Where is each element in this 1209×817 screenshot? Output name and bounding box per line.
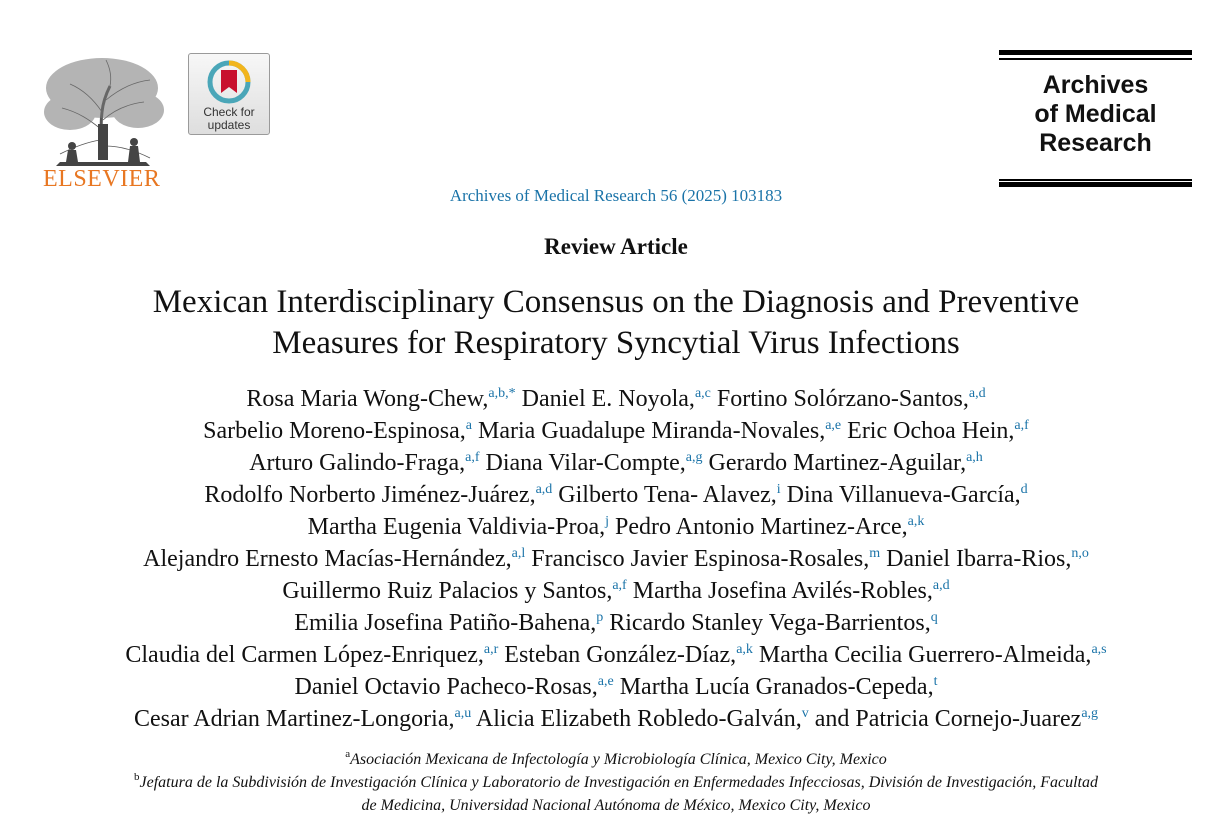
- author-line: [0, 703, 1209, 735]
- affiliation-b-text-line2: de Medicina, Universidad Nacional Autónoma de México, Mexico City, Mexico: [361, 797, 871, 814]
- author-name[interactable]: Claudia del Carmen López-Enriquez,: [125, 642, 484, 668]
- author-affiliation-link[interactable]: a,d: [968, 386, 986, 401]
- elsevier-wordmark: ELSEVIER: [43, 166, 161, 192]
- author-line: [0, 639, 1209, 671]
- journal-title-box: [999, 50, 1192, 190]
- author-affiliation-link[interactable]: a,r: [483, 642, 499, 657]
- author-affiliation-link[interactable]: a,l: [511, 546, 526, 561]
- author-affiliation-link[interactable]: d: [1020, 482, 1028, 497]
- crossmark-icon: [206, 59, 252, 105]
- author-line: [0, 447, 1209, 479]
- author-name[interactable]: Emilia Josefina Patiño-Bahena,: [294, 610, 597, 636]
- author-affiliation-link[interactable]: a: [465, 418, 473, 433]
- author-affiliation-link[interactable]: t: [933, 674, 938, 689]
- affiliation-b: [0, 771, 1209, 794]
- author-name[interactable]: Fortino Solórzano-Santos,: [710, 386, 969, 412]
- check-for-updates-badge[interactable]: [188, 53, 270, 135]
- journal-top-rule-thick: [999, 50, 1192, 55]
- affiliation-a: [0, 748, 1209, 771]
- author-line: [0, 575, 1209, 607]
- author-affiliation-link[interactable]: m: [869, 546, 881, 561]
- affiliation-b-text-line1: Jefatura de la Subdivisión de Investigación Clínica y Laboratorio de Investigación en Enfermedades Infecciosas, División de Investigación, Facultad: [139, 774, 1098, 791]
- author-affiliation-link[interactable]: a,f: [1014, 418, 1029, 433]
- author-name[interactable]: Rosa Maria Wong-Chew,: [246, 386, 489, 412]
- author-affiliation-link[interactable]: p: [596, 610, 604, 625]
- journal-name-line3: Research: [1039, 129, 1152, 157]
- author-name[interactable]: Francisco Javier Espinosa-Rosales,: [525, 546, 870, 572]
- author-affiliation-link[interactable]: a,g: [685, 450, 703, 465]
- affiliation-b-continued: [0, 794, 1209, 817]
- author-name[interactable]: Arturo Galindo-Fraga,: [249, 450, 466, 476]
- author-affiliation-link[interactable]: a,e: [597, 674, 614, 689]
- author-affiliation-link[interactable]: a,d: [932, 578, 950, 593]
- author-affiliation-link[interactable]: a,b,*: [488, 386, 516, 401]
- author-name[interactable]: Guillermo Ruiz Palacios y Santos,: [282, 578, 613, 604]
- author-name[interactable]: and Patricia Cornejo-Juarez: [808, 706, 1082, 732]
- author-affiliation-link[interactable]: v: [801, 706, 809, 721]
- article-title-line2: Measures for Respiratory Syncytial Virus Infections: [272, 325, 960, 361]
- author-line: [0, 479, 1209, 511]
- author-affiliation-link[interactable]: a,k: [736, 642, 753, 657]
- author-name[interactable]: Alicia Elizabeth Robledo-Galván,: [471, 706, 802, 732]
- author-affiliation-link[interactable]: j: [605, 514, 610, 529]
- author-affiliation-link[interactable]: a,f: [465, 450, 480, 465]
- author-name[interactable]: Gerardo Martinez-Aguilar,: [702, 450, 967, 476]
- affiliation-b-label: b: [134, 771, 140, 783]
- author-name[interactable]: Alejandro Ernesto Macías-Hernández,: [143, 546, 512, 572]
- author-name[interactable]: Daniel Octavio Pacheco-Rosas,: [294, 674, 598, 700]
- badge-label-line2: updates: [207, 118, 251, 132]
- author-line: [0, 607, 1209, 639]
- author-name[interactable]: Martha Josefina Avilés-Robles,: [626, 578, 933, 604]
- author-affiliation-link[interactable]: a,e: [825, 418, 842, 433]
- journal-name-line2: of Medical: [1034, 100, 1157, 128]
- author-name[interactable]: Rodolfo Norberto Jiménez-Juárez,: [204, 482, 536, 508]
- journal-top-rule-thin: [999, 58, 1192, 60]
- author-affiliation-link[interactable]: n,o: [1071, 546, 1089, 561]
- author-affiliation-link[interactable]: a,s: [1091, 642, 1107, 657]
- journal-citation-link[interactable]: Archives of Medical Research 56 (2025) 103183: [449, 186, 783, 205]
- author-name[interactable]: Sarbelio Moreno-Espinosa,: [203, 418, 466, 444]
- badge-label-line1: Check for: [203, 105, 255, 119]
- author-affiliation-link[interactable]: a,d: [535, 482, 553, 497]
- author-name[interactable]: Eric Ochoa Hein,: [841, 418, 1015, 444]
- author-name[interactable]: Gilberto Tena- Alavez,: [552, 482, 777, 508]
- author-line: [0, 671, 1209, 703]
- article-title: [0, 282, 1209, 364]
- author-name[interactable]: Dina Villanueva-García,: [780, 482, 1021, 508]
- author-name[interactable]: Daniel Ibarra-Rios,: [880, 546, 1072, 572]
- author-affiliation-link[interactable]: a,c: [694, 386, 711, 401]
- author-affiliation-link[interactable]: a,g: [1081, 706, 1099, 721]
- author-line: [0, 511, 1209, 543]
- journal-name: [999, 71, 1192, 158]
- author-affiliation-link[interactable]: a,f: [612, 578, 627, 593]
- author-name[interactable]: Cesar Adrian Martinez-Longoria,: [133, 706, 455, 732]
- affiliation-a-label: a: [345, 748, 351, 760]
- author-name[interactable]: Daniel E. Noyola,: [515, 386, 695, 412]
- author-affiliation-link[interactable]: i: [776, 482, 781, 497]
- affiliation-list: [0, 748, 1209, 817]
- author-list: [0, 383, 1209, 735]
- journal-bottom-rule-thin: [999, 179, 1192, 181]
- author-affiliation-link[interactable]: a,h: [966, 450, 983, 465]
- article-type: Review Article: [544, 234, 688, 259]
- journal-name-line1: Archives: [1042, 71, 1149, 99]
- author-line: [0, 383, 1209, 415]
- author-line: [0, 543, 1209, 575]
- author-affiliation-link[interactable]: a,k: [907, 514, 925, 529]
- article-title-line1: Mexican Interdisciplinary Consensus on the Diagnosis and Preventive: [152, 284, 1080, 320]
- author-name[interactable]: Ricardo Stanley Vega-Barrientos,: [603, 610, 931, 636]
- author-name[interactable]: Diana Vilar-Compte,: [479, 450, 686, 476]
- author-name[interactable]: Martha Cecilia Guerrero-Almeida,: [752, 642, 1092, 668]
- author-affiliation-link[interactable]: q: [930, 610, 938, 625]
- author-affiliation-link[interactable]: a,u: [454, 706, 472, 721]
- author-name[interactable]: Martha Lucía Granados-Cepeda,: [613, 674, 934, 700]
- affiliation-a-text: Asociación Mexicana de Infectología y Microbiología Clínica, Mexico City, Mexico: [350, 751, 887, 768]
- author-name[interactable]: Maria Guadalupe Miranda-Novales,: [472, 418, 826, 444]
- author-name[interactable]: Martha Eugenia Valdivia-Proa,: [307, 514, 606, 540]
- author-line: [0, 415, 1209, 447]
- author-name[interactable]: Esteban González-Díaz,: [498, 642, 737, 668]
- author-name[interactable]: Pedro Antonio Martinez-Arce,: [609, 514, 908, 540]
